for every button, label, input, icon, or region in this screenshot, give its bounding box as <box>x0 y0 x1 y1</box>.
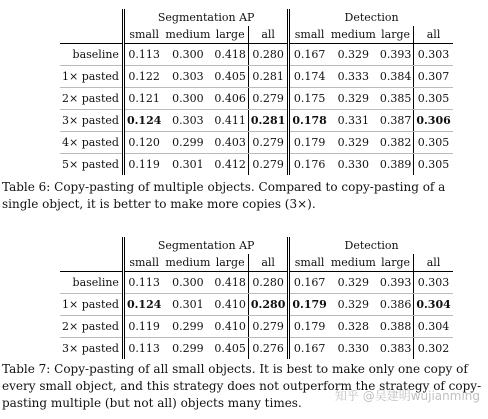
row-label: 4× pasted <box>60 132 123 154</box>
group-header: Segmentation AP <box>123 237 288 254</box>
table-cell: 0.412 <box>214 158 246 171</box>
table-cell: 0.280 <box>248 294 288 316</box>
table-cell: 0.330 <box>337 342 370 355</box>
subheader-row <box>60 26 453 44</box>
table-cell: 0.384 <box>378 66 414 88</box>
corner-cell <box>60 26 123 44</box>
table-cell: 0.387 <box>378 110 414 132</box>
table-cell: 0.411 <box>212 110 248 132</box>
table-cell: 0.405 <box>214 342 246 355</box>
table-cell: 0.328 <box>329 316 378 338</box>
column-header: large <box>212 26 248 44</box>
table-cell: 0.406 <box>212 88 248 110</box>
group-header-row <box>60 9 453 26</box>
table-cell: 0.113 <box>123 338 163 360</box>
table-cell: 0.405 <box>212 66 248 88</box>
table-cell: 0.307 <box>414 66 453 88</box>
table-7-caption: Table 7: Copy-pasting of all small objects. It is best to make only one copy of every small object, and this strategy does not outperform the strategy of copy-pasting multiple (but not all) objects many times. <box>2 362 482 410</box>
table-cell: 0.301 <box>172 158 204 171</box>
corner-cell <box>60 254 123 272</box>
row-label: 2× pasted <box>60 88 123 110</box>
group-header: Segmentation AP <box>123 9 288 26</box>
column-header: all <box>248 26 288 44</box>
table-row <box>60 154 453 176</box>
table-cell: 0.385 <box>378 88 414 110</box>
column-header: all <box>414 26 453 44</box>
table-cell: 0.179 <box>289 132 329 154</box>
table-cell: 0.299 <box>163 316 212 338</box>
column-header: medium <box>163 254 212 272</box>
table-cell: 0.304 <box>414 316 453 338</box>
table-cell: 0.281 <box>248 110 288 132</box>
table-row <box>60 294 453 316</box>
table-cell: 0.113 <box>123 272 163 294</box>
table-cell: 0.279 <box>248 316 288 338</box>
table-cell: 0.279 <box>248 154 288 176</box>
table-cell: 0.299 <box>172 342 204 355</box>
table-cell: 0.121 <box>123 88 163 110</box>
table-cell: 0.382 <box>378 132 414 154</box>
table-cell: 0.167 <box>289 272 329 294</box>
table-cell: 0.280 <box>248 272 288 294</box>
table-cell: 0.303 <box>163 66 212 88</box>
corner-cell <box>60 9 123 26</box>
table-cell: 0.299 <box>163 132 212 154</box>
table-cell: 0.279 <box>248 88 288 110</box>
table-cell: 0.303 <box>163 110 212 132</box>
table-cell: 0.302 <box>414 338 453 360</box>
table-cell: 0.393 <box>378 44 414 66</box>
subheader-row <box>60 254 453 272</box>
group-header-row <box>60 237 453 254</box>
table-cell: 0.403 <box>212 132 248 154</box>
table-cell: 0.281 <box>248 66 288 88</box>
watermark-text: 知乎 @吴建明wujianming <box>334 389 480 403</box>
table-cell: 0.300 <box>163 272 212 294</box>
table-cell: 0.124 <box>123 294 163 316</box>
column-header: small <box>123 254 163 272</box>
table-7 <box>60 237 453 359</box>
table-row <box>60 44 453 66</box>
table-cell: 0.175 <box>289 88 329 110</box>
table-cell: 0.329 <box>329 44 378 66</box>
table-cell: 0.329 <box>329 294 378 316</box>
row-label: baseline <box>60 272 123 294</box>
table-cell: 0.388 <box>378 316 414 338</box>
row-label: 1× pasted <box>60 294 123 316</box>
table-cell: 0.124 <box>123 110 163 132</box>
table-cell: 0.410 <box>212 316 248 338</box>
table-row <box>60 88 453 110</box>
table-cell: 0.329 <box>329 132 378 154</box>
table-cell: 0.305 <box>414 154 453 176</box>
table-cell: 0.300 <box>163 44 212 66</box>
table-cell: 0.410 <box>212 294 248 316</box>
table-cell: 0.167 <box>289 44 329 66</box>
column-header: medium <box>329 254 378 272</box>
table-cell: 0.304 <box>414 294 453 316</box>
table-cell: 0.179 <box>289 294 329 316</box>
table-row <box>60 132 453 154</box>
table-row <box>60 272 453 294</box>
table-cell: 0.329 <box>329 88 378 110</box>
table-cell: 0.393 <box>378 272 414 294</box>
table-cell: 0.330 <box>337 158 370 171</box>
table-cell: 0.305 <box>414 132 453 154</box>
column-header: all <box>248 254 288 272</box>
corner-cell <box>60 237 123 254</box>
row-label: 3× pasted <box>60 110 123 132</box>
table-cell: 0.303 <box>414 44 453 66</box>
table-cell: 0.280 <box>248 44 288 66</box>
table-cell: 0.178 <box>289 110 329 132</box>
table-row <box>60 110 453 132</box>
column-header: small <box>123 26 163 44</box>
table-cell: 0.119 <box>123 154 163 176</box>
table-cell: 0.113 <box>123 44 163 66</box>
column-header: large <box>378 26 414 44</box>
column-header: large <box>212 254 248 272</box>
table-cell: 0.333 <box>329 66 378 88</box>
table-6 <box>60 9 453 175</box>
table-cell: 0.418 <box>212 44 248 66</box>
group-header: Detection <box>289 237 453 254</box>
group-header: Detection <box>289 9 453 26</box>
row-label: 5× pasted <box>62 158 119 171</box>
table-cell: 0.119 <box>123 316 163 338</box>
table-cell: 0.279 <box>248 132 288 154</box>
table-row <box>60 338 453 360</box>
table-cell: 0.386 <box>378 294 414 316</box>
table-cell: 0.120 <box>123 132 163 154</box>
table-cell: 0.329 <box>329 272 378 294</box>
column-header: all <box>414 254 453 272</box>
column-header: medium <box>163 26 212 44</box>
table-cell: 0.331 <box>329 110 378 132</box>
table-row <box>60 66 453 88</box>
table-cell: 0.383 <box>379 342 412 355</box>
table-6-caption: Table 6: Copy-pasting of multiple objects. Compared to copy-pasting of a single object, it is better to make more copies (3×). <box>2 180 446 211</box>
table-cell: 0.305 <box>414 88 453 110</box>
table-cell: 0.122 <box>123 66 163 88</box>
row-label: baseline <box>60 44 123 66</box>
table-cell: 0.301 <box>163 294 212 316</box>
column-header: large <box>378 254 414 272</box>
column-header: small <box>289 26 329 44</box>
column-header: small <box>289 254 329 272</box>
table-cell: 0.167 <box>289 338 329 360</box>
table-cell: 0.306 <box>414 110 453 132</box>
table-cell: 0.174 <box>289 66 329 88</box>
table-cell: 0.179 <box>289 316 329 338</box>
table-cell: 0.303 <box>414 272 453 294</box>
table-cell: 0.300 <box>163 88 212 110</box>
row-label: 1× pasted <box>60 66 123 88</box>
row-label: 2× pasted <box>60 316 123 338</box>
column-header: medium <box>329 26 378 44</box>
table-cell: 0.276 <box>248 338 288 360</box>
row-label: 3× pasted <box>62 342 119 355</box>
table-cell: 0.176 <box>289 154 329 176</box>
table-row <box>60 316 453 338</box>
table-cell: 0.389 <box>379 158 412 171</box>
table-cell: 0.418 <box>212 272 248 294</box>
